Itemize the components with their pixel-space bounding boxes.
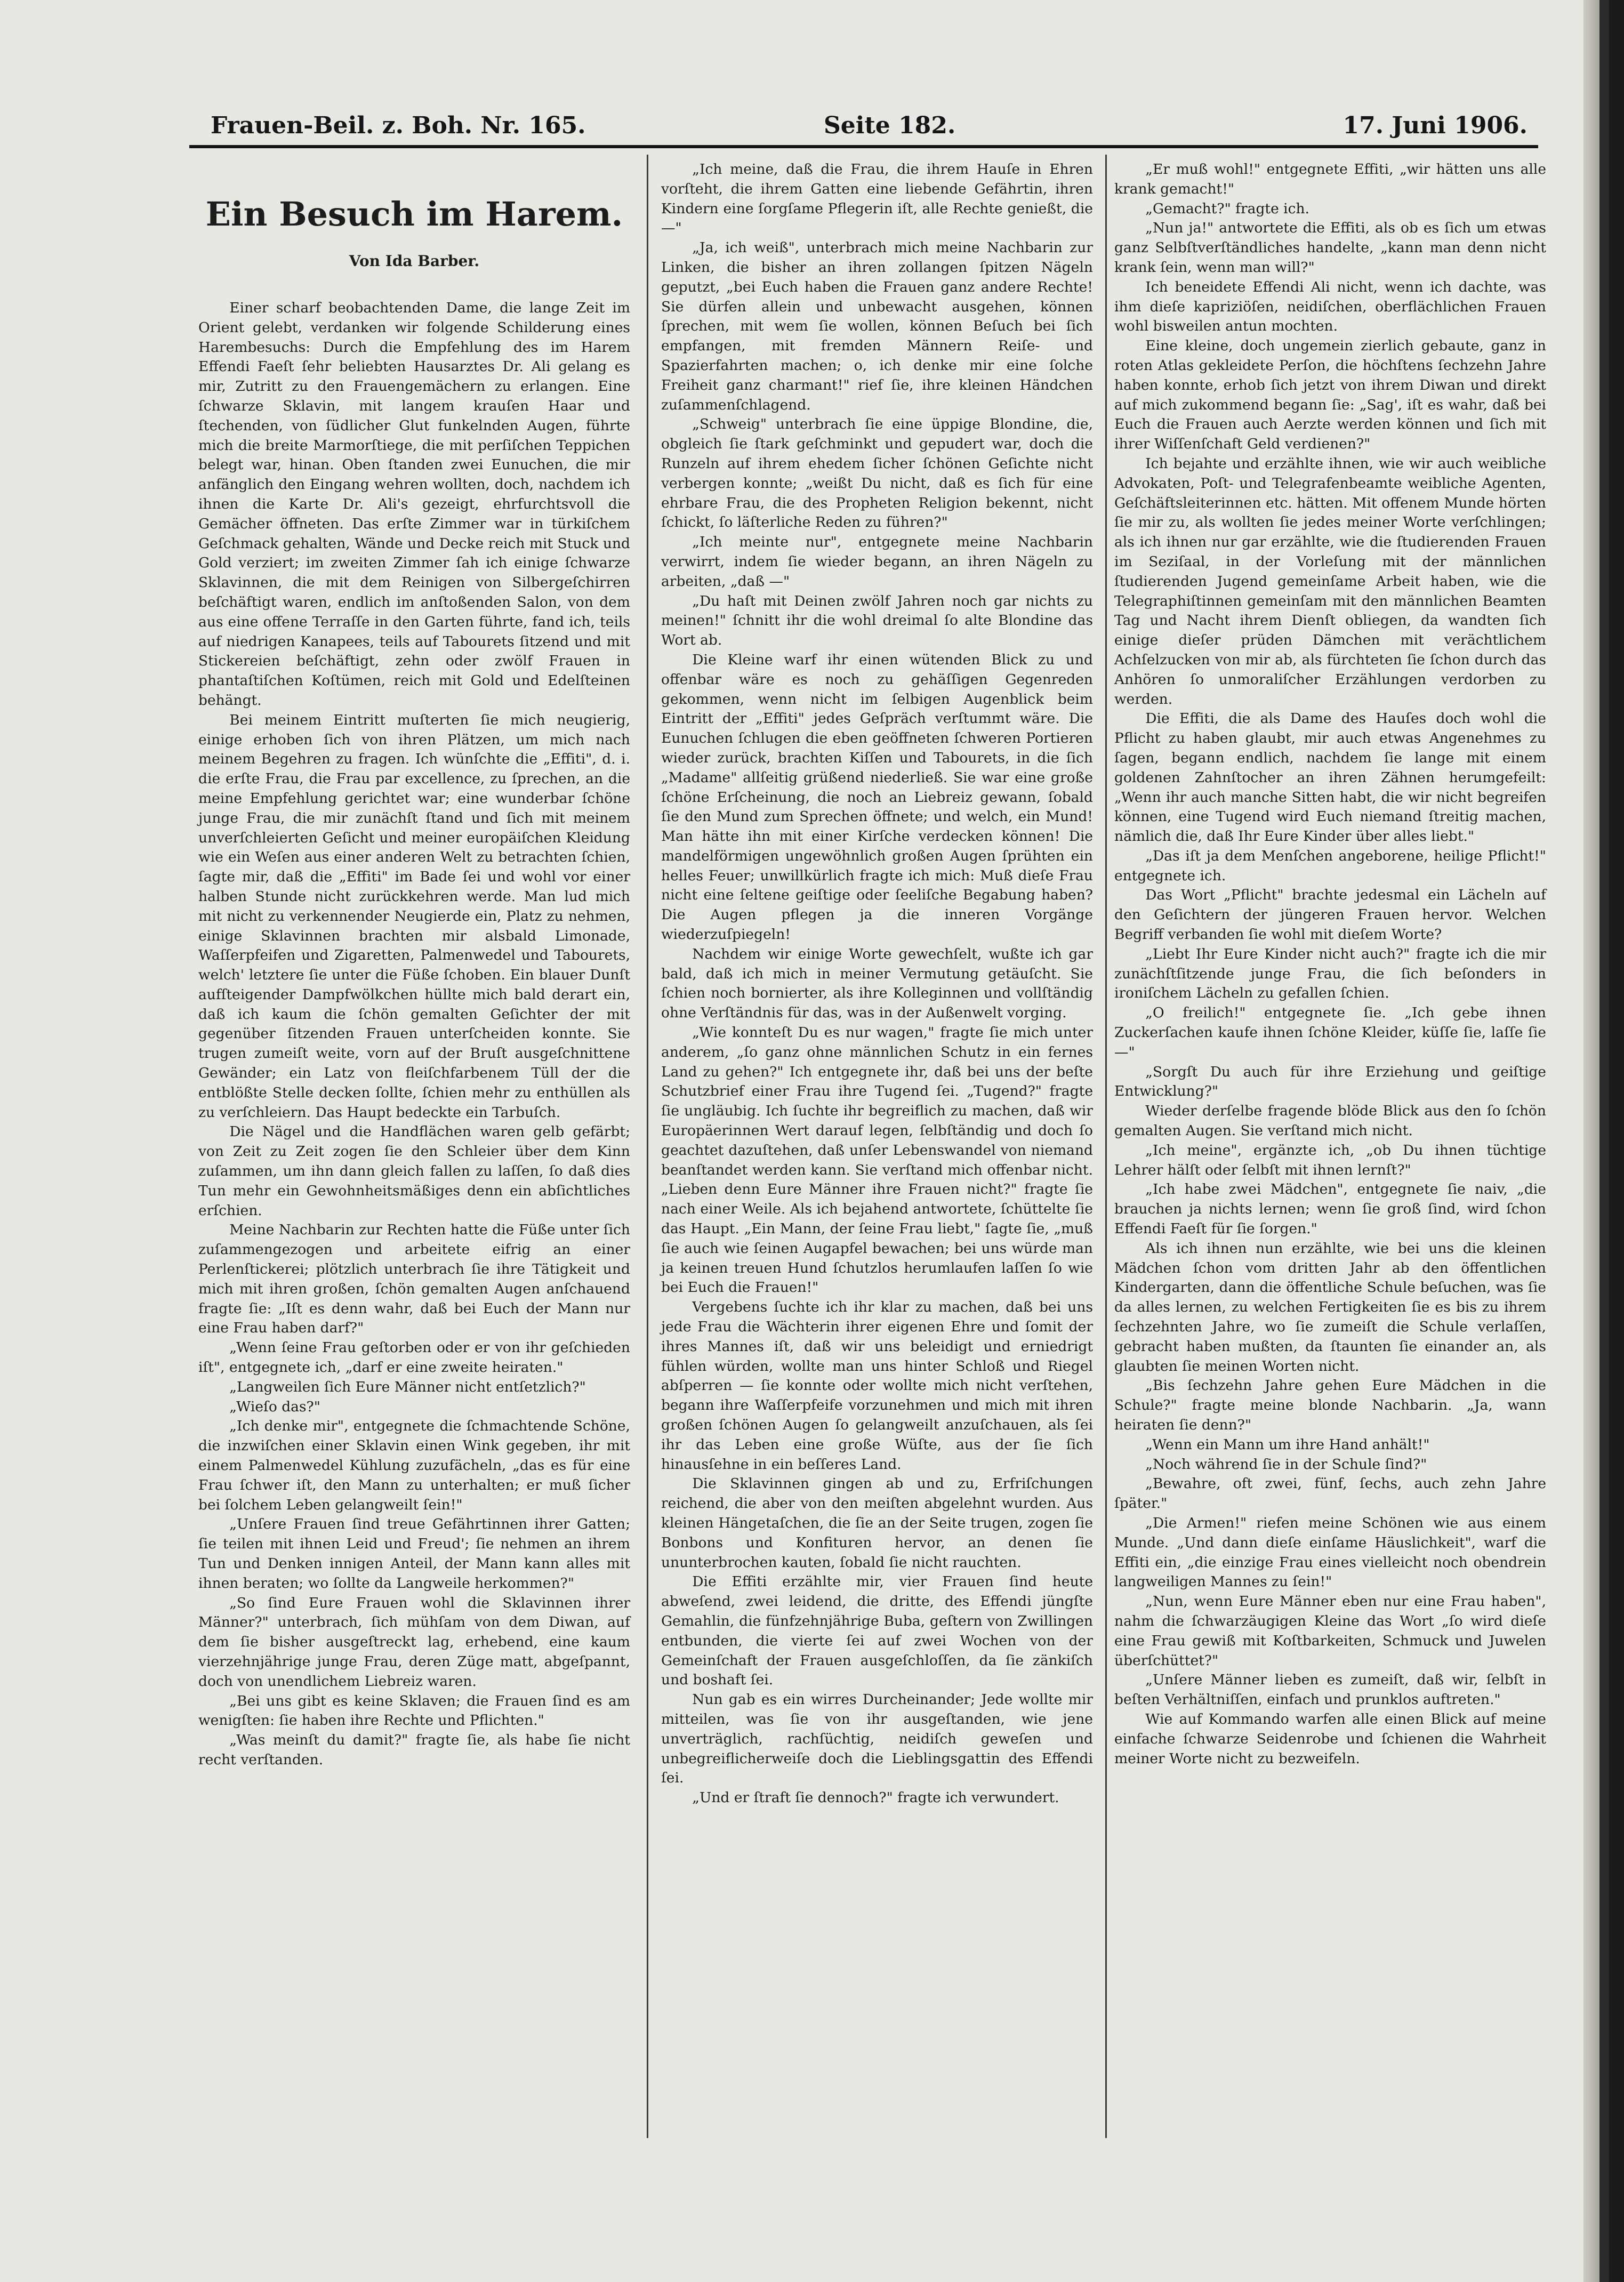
scan-background-edge	[1609, 0, 1624, 2282]
header-rule	[189, 145, 1538, 148]
column-3	[1114, 160, 1546, 1769]
paragraph: „Wenn ſeine Frau geſtorben oder er von ihr geſchieden iſt", entgegnete ich, „darf er eine zweite heiraten."	[198, 1339, 630, 1376]
paragraph: „Unſere Frauen ſind treue Gefährtinnen ihrer Gatten; ſie teilen mit ihnen Leid und Freud'; ſie nehmen an ihrem Tun und Denken innigen Anteil, der Mann kann alles mit ihnen beraten; wo ſollte da Langweile herkommen?"	[198, 1516, 630, 1592]
paragraph: „Schweig" unterbrach ſie eine üppige Blondine, die, obgleich ſie ſtark geſchminkt und gepudert war, doch die Runzeln auf ihrem ehedem ſicher ſchönen Geſichte nicht verbergen konnte; „weißt Du nicht, daß es ſich für eine ehrbare Frau, die des Propheten Religion bekennt, nicht ſchickt, ſo läſterliche Reden zu führen?"	[661, 416, 1093, 531]
column-1-body	[198, 299, 630, 1770]
paragraph: „Ich meinte nur", entgegnete meine Nachbarin verwirrt, indem ſie wieder begann, an ihren Nägeln zu arbeiten, „daß —"	[661, 534, 1093, 590]
paragraph: Vergebens ſuchte ich ihr klar zu machen, daß bei uns jede Frau die Wächterin ihrer eigenen Ehre und ſomit der ihres Mannes iſt, daß wir uns beleidigt und erniedrigt fühlen würden, wollte man uns hinter Schloß und Riegel abſperren — ſie konnte oder wollte mich nicht verſtehen, begann ihre Waſſerpfeife vorzunehmen und mich mit ihren großen ſchönen Augen ſo gelangweilt anzuſchauen, als ſei ihr das Leben eine große Wüſte, aus der ſie ſich hinausſehne in ein beſſeres Land.	[661, 1299, 1093, 1473]
paragraph: „Wie konnteſt Du es nur wagen," fragte ſie mich unter anderem, „ſo ganz ohne männlichen Schutz in ein fernes Land zu gehen?" Ich entgegnete ihr, daß bei uns der beſte Schutzbrief einer Frau ihre Tugend ſei. „Tugend?" fragte ſie ungläubig. Ich ſuchte ihr begreiflich zu machen, daß wir Europäerinnen Wert darauf legen, ſelbſtändig und doch ſo geachtet dazuſtehen, daß unſer Lebenswandel von niemand beanſtandet werden kann. Sie verſtand mich offenbar nicht. „Lieben denn Eure Männer ihre Frauen nicht?" fragte ſie nach einer Weile. Als ich bejahend antwortete, ſchüttelte ſie das Haupt. „Ein Mann, der ſeine Frau liebt," ſagte ſie, „muß ſie auch wie ſeinen Augapfel bewachen; bei uns würde man ja keinen treuen Hund ſchutzlos herumlaufen laſſen ſo wie bei Euch die Frauen!"	[661, 1024, 1093, 1296]
paragraph: „Langweilen ſich Eure Männer nicht entſetzlich?"	[229, 1378, 586, 1395]
paragraph: „Bis ſechzehn Jahre gehen Eure Mädchen in die Schule?" fragte meine blonde Nachbarin. „Ja, wann heiraten ſie denn?"	[1114, 1377, 1546, 1433]
header-date: 17. Juni 1906.	[1342, 112, 1527, 139]
paragraph: „Nun ja!" antwortete die Effiti, als ob es ſich um etwas ganz Selbſtverſtändliches handelte, „kann man denn nicht krank ſein, wenn man will?"	[1114, 220, 1546, 276]
paragraph: Wie auf Kommando warfen alle einen Blick auf meine einfache ſchwarze Seidenrobe und ſchienen die Wahrheit meiner Worte nicht zu bezweifeln.	[1114, 1710, 1546, 1767]
paragraph: Die Kleine warf ihr einen wütenden Blick zu und offenbar wäre es noch zu gehäſſigen Gegenreden gekommen, wenn nicht im ſelbigen Augenblick beim Eintritt der „Effiti" jedes Geſpräch verſtummt wäre. Die Eunuchen ſchlugen die eben geöffneten ſchweren Portieren wieder zurück, brachten Kiſſen und Tabourets, in die ſich „Madame" allſeitig grüßend niederließ. Sie war eine große ſchöne Erſcheinung, die noch an Liebreiz gewann, ſobald ſie den Mund zum Sprechen öffnete; und welch, ein Mund! Man hätte ihn mit einer Kirſche verdecken können! Die mandelförmigen ungewöhnlich großen Augen ſprühten ein helles Feuer; unwillkürlich fragte ich mich: Muß dieſe Frau nicht eine ſeltene geiſtige oder ſeeliſche Begabung haben? Die Augen pflegen ja die inneren Vorgänge wiederzuſpiegeln!	[661, 651, 1093, 943]
header-publication: Frauen-Beil. z. Boh. Nr. 165.	[211, 112, 586, 139]
paragraph: „Ja, ich weiß", unterbrach mich meine Nachbarin zur Linken, die bisher an ihren zollangen ſpitzen Nägeln geputzt, „bei Euch haben die Frauen ganz andere Rechte! Sie dürfen allein und unbewacht ausgehen, können ſprechen, mit wem ſie wollen, können Beſuch bei ſich empfangen, mit fremden Männern Reiſe- und Spazierfahrten machen; o, ich denke mir eine ſolche Freiheit ganz charmant!" rief ſie, ihre kleinen Händchen zuſammenſchlagend.	[661, 239, 1093, 413]
paragraph: Die Sklavinnen gingen ab und zu, Erfriſchungen reichend, die aber von den meiſten abgelehnt wurden. Aus kleinen Hängetaſchen, die ſie an der Seite trugen, zogen ſie Bonbons und Konfituren hervor, an denen ſie ununterbrochen kauten, ſobald ſie nicht rauchten.	[661, 1475, 1093, 1571]
paragraph: „Bei uns gibt es keine Sklaven; die Frauen ſind es am wenigſten: ſie haben ihre Rechte und Pflichten."	[198, 1692, 630, 1729]
paragraph: „Was meinſt du damit?" fragte ſie, als habe ſie nicht recht verſtanden.	[198, 1732, 630, 1768]
paragraph: Einer scharf beobachtenden Dame, die lange Zeit im Orient gelebt, verdanken wir folgende Schilderung eines Harembesuchs: Durch die Empfehlung des im Harem Effendi Faeſt ſehr beliebten Hausarztes Dr. Ali gelang es mir, Zutritt zu den Frauengemächern zu erlangen. Eine ſchwarze Sklavin, mit langem krauſen Haar und ſtechenden, von ſüdlicher Glut funkelnden Augen, führte mich die breite Marmorſtiege, die mit perſiſchen Teppichen belegt war, hinan. Oben ſtanden zwei Eunuchen, die mir anfänglich den Eingang wehren wollten, doch, nachdem ich ihnen die Karte Dr. Ali's gezeigt, ehrfurchtsvoll die Gemächer öffneten. Das erſte Zimmer war in türkiſchem Geſchmack gehalten, Wände und Decke reich mit Stuck und Gold verziert; im zweiten Zimmer ſah ich einige ſchwarze Sklavinnen, die mit dem Reinigen von Silbergeſchirren beſchäftigt waren, endlich im anſtoßenden Salon, von dem aus eine offene Terraſſe in den Garten führte, fand ich, teils auf niedrigen Kanapees, teils auf Tabourets ſitzend und mit Stickereien beſchäftigt, zehn oder zwölf Frauen in phantaſtiſchen Koſtümen, reich mit Gold und Edelſteinen behängt.	[198, 300, 630, 709]
column-1	[198, 160, 630, 1770]
paragraph: Nachdem wir einige Worte gewechſelt, wußte ich gar bald, daß ich mich in meiner Vermutung getäuſcht. Sie ſchien noch bornierter, als ihre Kolleginnen und vollſtändig ohne Verſtändnis für das, was in der Außenwelt vorging.	[661, 945, 1093, 1022]
paragraph: Meine Nachbarin zur Rechten hatte die Füße unter ſich zuſammengezogen und arbeitete eifrig an einer Perlenſtickerei; plötzlich unterbrach ſie ihre Tätigkeit und mich mit ihren großen, ſchön gemalten Augen anſchauend fragte ſie: „Iſt es denn wahr, daß bei Euch der Mann nur eine Frau haben darf?"	[198, 1222, 630, 1337]
paragraph: Das Wort „Pflicht" brachte jedesmal ein Lächeln auf den Geſichtern der jüngeren Frauen hervor. Welchen Begriff verbanden ſie wohl mit dieſem Worte?	[1114, 887, 1546, 943]
column-2-body	[661, 160, 1093, 1808]
page-fold-shadow	[1583, 0, 1599, 2282]
paragraph: „Liebt Ihr Eure Kinder nicht auch?" fragte ich die mir zunächſtſitzende junge Frau, die ſich beſonders in ironiſchem Lächeln zu gefallen ſchien.	[1114, 945, 1546, 1002]
paragraph: Ich beneidete Effendi Ali nicht, wenn ich dachte, was ihm dieſe kapriziöſen, neidiſchen, oberflächlichen Frauen wohl bisweilen antun mochten.	[1114, 278, 1546, 335]
paragraph: Nun gab es ein wirres Durcheinander; Jede wollte mir mitteilen, was ſie von ihr ausgeſtanden, wie jene unverträglich, rachſüchtig, neidiſch geweſen und unbegreiflicherweiſe doch die Lieblingsgattin des Effendi ſei.	[661, 1691, 1093, 1787]
paragraph: „Nun, wenn Eure Männer eben nur eine Frau haben", nahm die ſchwarzäugigen Kleine das Wort „ſo wird dieſe eine Frau gewiß mit Koſtbarkeiten, Schmuck und Juwelen überſchüttet?"	[1114, 1593, 1546, 1669]
paragraph: „Ich denke mir", entgegnete die ſchmachtende Schöne, die inzwiſchen einer Sklavin einen Wink gegeben, ihr mit einem Palmenwedel Kühlung zuzufächeln, „das es für eine Frau ſchwer iſt, den Mann zu unterhalten; er muß ſicher bei ſolchem Leben gelangweilt ſein!"	[198, 1418, 630, 1513]
paragraph: „O freilich!" entgegnete ſie. „Ich gebe ihnen Zuckerſachen kaufe ihnen ſchöne Kleider, küſſe ſie, laſſe ſie —"	[1114, 1005, 1546, 1060]
paragraph: „Ich meine", ergänzte ich, „ob Du ihnen tüchtige Lehrer hälſt oder ſelbſt mit ihnen lernſt?"	[1114, 1142, 1546, 1178]
paragraph: Als ich ihnen nun erzählte, wie bei uns die kleinen Mädchen ſchon vom dritten Jahr ab den öffentlichen Kindergarten, dann die öffentliche Schule beſuchen, was ſie da alles lernen, zu welchen Fertigkeiten ſie es bis zu ihrem ſechzehnten Jahre, wo ſie zumeiſt die Schule verlaſſen, gebracht haben mußten, da ſtaunten ſie einander an, als glaubten ſie meinen Worten nicht.	[1114, 1240, 1546, 1375]
paragraph: „Ich habe zwei Mädchen", entgegnete ſie naiv, „die brauchen ja nichts lernen; wenn ſie groß ſind, wird ſchon Effendi Faeſt für ſie ſorgen."	[1114, 1181, 1546, 1238]
column-2	[661, 160, 1093, 1808]
article-byline: Von Ida Barber.	[349, 252, 480, 270]
paragraph: „Bewahre, oft zwei, fünf, ſechs, auch zehn Jahre ſpäter."	[1114, 1475, 1546, 1512]
paragraph: Wieder derſelbe fragende blöde Blick aus den ſo ſchön gemalten Augen. Sie verſtand mich nicht.	[1114, 1103, 1546, 1139]
paragraph: „Die Armen!" riefen meine Schönen wie aus einem Munde. „Und dann dieſe einſame Häuslichkeit", warf die Effiti ein, „die einzige Frau eines vielleicht noch obendrein langweiligen Mannes zu ſein!"	[1114, 1514, 1546, 1590]
paragraph: „Ich meine, daß die Frau, die ihrem Hauſe in Ehren vorſteht, die ihrem Gatten eine liebende Gefährtin, ihren Kindern eine ſorgſame Pflegerin iſt, alle Rechte genießt, die —"	[661, 161, 1093, 237]
paragraph: „Und er ſtraft ſie dennoch?" fragte ich verwundert.	[692, 1789, 1059, 1806]
paragraph: „Das iſt ja dem Menſchen angeborene, heilige Pflicht!" entgegnete ich.	[1114, 847, 1546, 884]
paragraph: „Sorgſt Du auch für ihre Erziehung und geiſtige Entwicklung?"	[1114, 1063, 1546, 1100]
paragraph: „Wenn ein Mann um ihre Hand anhält!"	[1145, 1436, 1430, 1453]
paragraph: Eine kleine, doch ungemein zierlich gebaute, ganz in roten Atlas gekleidete Perſon, die höchſtens ſechzehn Jahre haben konnte, erhob ſich jetzt von ihrem Diwan und direkt auf mich zukommend begann ſie: „Sag', iſt es wahr, daß bei Euch die Frauen auch Aerzte werden können und ſich mit ihrer Wiſſenſchaft Geld verdienen?"	[1114, 338, 1546, 453]
paragraph: Die Effiti, die als Dame des Hauſes doch wohl die Pflicht zu haben glaubt, mir auch etwas Angenehmes zu ſagen, begann endlich, nachdem ſie lange mit einem goldenen Zahnſtocher an ihren Zähnen herumgefeilt: „Wenn ihr auch manche Sitten habt, die wir nicht begreifen können, eine Tugend wird Euch niemand ſtreitig machen, nämlich die, daß Ihr Eure Kinder über alles liebt."	[1114, 710, 1546, 845]
column-divider	[1105, 155, 1107, 2138]
article-title: Ein Besuch im Harem.	[205, 195, 623, 234]
paragraph: Die Nägel und die Handflächen waren gelb gefärbt; von Zeit zu Zeit zogen ſie den Schleier über dem Kinn zuſammen, um ihn dann gleich fallen zu laſſen, ſo daß dies Tun mehr ein Gewohnheitsmäßiges denn ein abſichtliches erſchien.	[198, 1123, 630, 1219]
header-page-number: Seite 182.	[824, 112, 956, 139]
paragraph: „So ſind Eure Frauen wohl die Sklavinnen ihrer Männer?" unterbrach, ſich mühſam von dem Diwan, auf dem ſie bisher ausgeſtreckt lag, erhebend, eine kaum vierzehnjährige junge Frau, deren Züge matt, abgeſpannt, doch von unendlichem Liebreiz waren.	[198, 1594, 630, 1690]
column-3-body	[1114, 160, 1546, 1769]
column-divider	[647, 155, 648, 2138]
page-header	[189, 101, 1538, 149]
paragraph: „Unſere Männer lieben es zumeiſt, daß wir, ſelbſt in beſten Verhältniſſen, einfach und prunklos auftreten."	[1114, 1672, 1546, 1708]
paragraph: „Er muß wohl!" entgegnete Effiti, „wir hätten uns alle krank gemacht!"	[1114, 161, 1546, 197]
paragraph: Ich bejahte und erzählte ihnen, wie wir auch weibliche Advokaten, Poſt- und Telegrafenbeamte weibliche Agenten, Geſchäftsleiterinnen etc. hätten. Mit offenem Munde hörten ſie mir zu, als wollten ſie jedes meiner Worte verſchlingen; als ich ihnen nur gar erzählte, wie die ſtudierenden Frauen im Seziſaal, in der Vorleſung mit der männlichen ſtudierenden Jugend gemeinſame Arbeit haben, wie die Telegraphiſtinnen gemeinſam mit den männlichen Beamten Tag und Nacht ihrem Dienſt obliegen, da wandten ſich einige dieſer prüden Dämchen mit verächtlichem Achſelzucken von mir ab, als fürchteten ſie ſchon durch das Anhören ſo unmoraliſcher Erzählungen verdorben zu werden.	[1114, 455, 1546, 708]
paragraph: Die Effiti erzählte mir, vier Frauen ſind heute abweſend, zwei leidend, die dritte, des Effendi jüngſte Gemahlin, die fünfzehnjährige Buba, geſtern von Zwillingen entbunden, die vierte ſei auf zwei Wochen von der Gemeinſchaft der Frauen ausgeſchloſſen, da ſie zänkiſch und boshaft ſei.	[661, 1573, 1093, 1689]
paragraph: „Wieſo das?"	[229, 1398, 320, 1415]
paragraph: Bei meinem Eintritt muſterten ſie mich neugierig, einige erhoben ſich von ihren Plätzen, um mich nach meinem Begehren zu fragen. Ich wünſchte die „Effiti", d. i. die erſte Frau, die Frau par excellence, zu ſprechen, an die meine Empfehlung gerichtet war; eine wunderbar ſchöne junge Frau, die mir zunächſt ſtand und ſich mit meinem unverſchleierten Geſicht und meiner europäiſchen Kleidung wie ein Weſen aus einer anderen Welt zu betrachten ſchien, ſagte mir, daß die „Effiti" im Bade ſei und wohl vor einer halben Stunde nicht zurückkehren werde. Man lud mich mit nicht zu verkennender Neugierde ein, Platz zu nehmen, einige Sklavinnen brachten mir alsbald Limonade, Waſſerpfeifen und Zigaretten, Palmenwedel und Tabourets, welch' letztere ſie unter die Füße ſchoben. Ein blauer Dunſt aufſteigender Dampfwölkchen hüllte mich bald derart ein, daß ich kaum die ſchön gemalten Geſichter der mit gegenüber ſitzenden Frauen unterſcheiden konnte. Sie trugen zumeiſt weite, vorn auf der Bruſt ausgeſchnittene Gewänder; ein Latz von fleiſchfarbenem Tüll der die entblößte Stelle decken ſollte, ſchien mehr zu enthüllen als zu verſchleiern. Das Haupt bedeckte ein Tarbuſch.	[198, 711, 630, 1121]
paragraph: „Gemacht?" fragte ich.	[1145, 200, 1309, 217]
paragraph: „Du haſt mit Deinen zwölf Jahren noch gar nichts zu meinen!" ſchnitt ihr die wohl dreimal ſo alte Blondine das Wort ab.	[661, 592, 1093, 649]
paragraph: „Noch während ſie in der Schule ſind?"	[1145, 1456, 1427, 1473]
